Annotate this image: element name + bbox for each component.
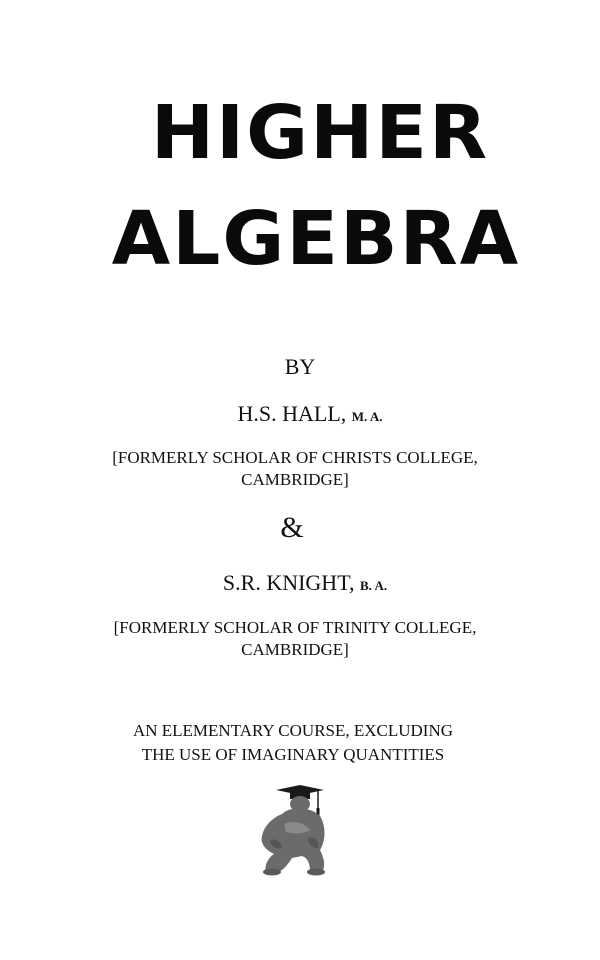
author-1-degree: M. A. (351, 409, 383, 424)
book-description (0, 719, 593, 767)
author-2-degree: B. A. (360, 578, 388, 593)
author-1-affiliation-line-1: [FORMERLY SCHOLAR OF CHRISTS COLLEGE, (112, 448, 478, 467)
author-1-name: H.S. HALL, (237, 401, 347, 426)
graduate-gorilla-icon (254, 784, 328, 876)
author-2-affiliation-line-1: [FORMERLY SCHOLAR OF TRINITY COLLEGE, (113, 618, 477, 637)
title-line-1: HIGHER (150, 90, 490, 176)
author-1-affiliation-line-2: CAMBRIDGE] (241, 470, 349, 489)
description-line-2: THE USE OF IMAGINARY QUANTITIES (141, 745, 445, 764)
author-2-affiliation (0, 617, 595, 661)
ampersand: & (280, 511, 304, 544)
author-1-affiliation (0, 447, 595, 491)
author-2-affiliation-line-2: CAMBRIDGE] (241, 640, 349, 659)
title-line-2: ALGEBRA (111, 196, 521, 282)
author-2-name: S.R. KNIGHT, (222, 570, 355, 595)
author-2 (5, 570, 600, 596)
author-1 (10, 401, 600, 427)
description-line-1: AN ELEMENTARY COURSE, EXCLUDING (132, 721, 454, 740)
by-label: BY (284, 354, 316, 379)
